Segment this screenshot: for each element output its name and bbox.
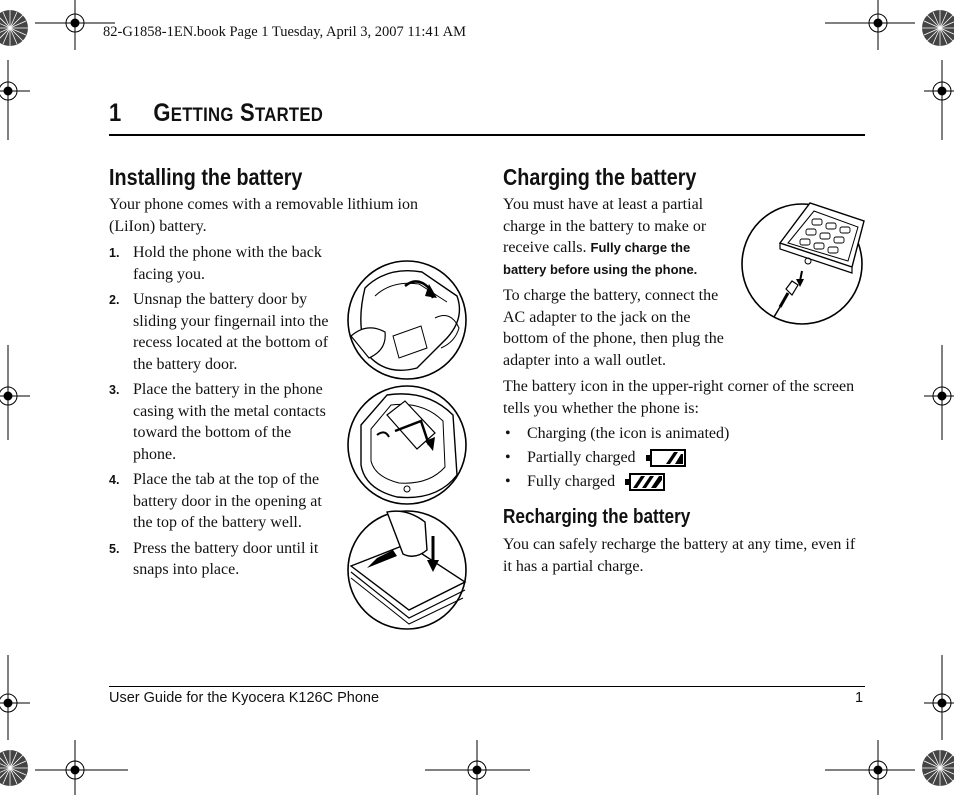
battery-door-close-illustration [347, 510, 469, 634]
print-header: 82-G1858-1EN.book Page 1 Tuesday, April 3, 2007 11:41 AM [103, 24, 467, 40]
installing-section [109, 164, 449, 191]
recharging-heading: Recharging the battery [503, 506, 691, 528]
charging-connect: To charge the battery, connect the AC adapter to the jack on the bottom of the phone, then plug the adapter into a wall outlet. [503, 287, 724, 369]
footer-rule [109, 686, 865, 687]
installing-heading: Installing the battery [109, 164, 303, 190]
battery-door-illustration [347, 258, 469, 382]
charging-warning: Fully charge the battery before using the phone. [503, 240, 698, 277]
footer-guide-title: User Guide for the Kyocera K126C Phone [109, 690, 380, 706]
charging-icon-text: The battery icon in the upper-right corner of the screen tells you whether the phone is: [503, 378, 855, 417]
battery-partial-icon [646, 448, 688, 468]
step-item: 5. Press the battery door until it snaps into place. [109, 539, 319, 578]
installing-steps [109, 242, 331, 581]
charging-heading: Charging the battery [503, 164, 697, 190]
chapter-number: 1 [109, 99, 122, 127]
battery-full-icon [625, 472, 667, 492]
step-item: 3. Place the battery in the phone casing with the metal contacts toward the bottom of the phone. [109, 381, 326, 463]
recharging-section [503, 506, 863, 529]
chapter-rule [109, 134, 865, 136]
list-item: • Partially charged [503, 446, 865, 470]
recharging-text: You can safely recharge the battery at any time, even if it has a partial charge. [503, 536, 856, 575]
chapter-title: 1 GETTING STARTED [109, 99, 324, 127]
step-item: 4. Place the tab at the top of the battery door in the opening at the top of the battery well. [109, 471, 322, 531]
step-item: 1. Hold the phone with the back facing you. [109, 244, 322, 283]
charging-intro: You must have at least a partial charge in the battery to make or receive calls. Fully charge the battery before using the phone. [503, 196, 707, 277]
list-item: • Charging (the icon is animated) [505, 425, 730, 442]
list-item: • Fully charged [503, 470, 865, 494]
charger-illustration [740, 203, 864, 325]
charge-status-list [503, 422, 865, 494]
step-item: 2. Unsnap the battery door by sliding your fingernail into the recess located at the bottom of the battery door. [109, 291, 329, 373]
charging-section [503, 164, 863, 191]
installing-intro: Your phone comes with a removable lithium ion (LiIon) battery. [109, 196, 418, 235]
battery-insert-illustration [347, 385, 469, 509]
page-number: 1 [855, 690, 864, 706]
